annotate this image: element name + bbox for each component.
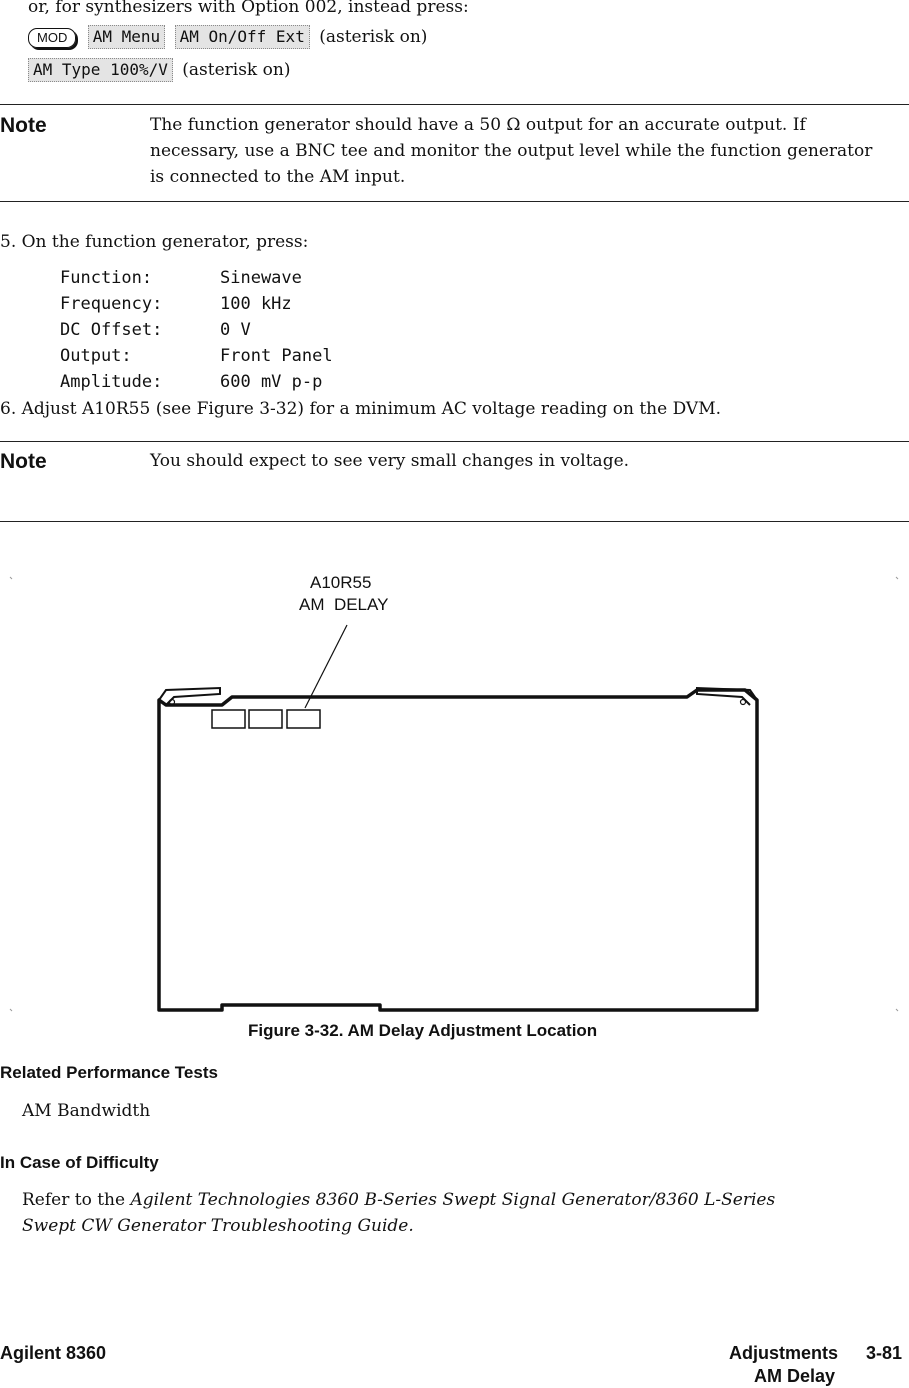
mod-hardkey: MOD	[28, 28, 76, 48]
setting-row: Frequency: 100 kHz	[60, 294, 292, 314]
am-type-softkey: AM Type 100%/V	[28, 58, 173, 82]
note-text: You should expect to see very small changes in voltage.	[150, 451, 630, 471]
related-tests-heading: Related Performance Tests	[0, 1063, 218, 1082]
am-menu-softkey: AM Menu	[88, 25, 165, 49]
footer-subsection: AM Delay	[754, 1366, 836, 1386]
board-diagram	[0, 560, 909, 1020]
note-text: The function generator should have a 50 Ω output for an accurate output. If necessary, use a BNC tee and monitor the output level while the function generator is connected to the AM input.	[150, 115, 873, 187]
footer-product: Agilent 8360	[0, 1343, 107, 1363]
setting-row: Function: Sinewave	[60, 268, 302, 288]
callout-a10r55: A10R55	[310, 573, 372, 592]
related-test-item: AM Bandwidth	[22, 1101, 151, 1121]
asterisk-note: (asterisk on)	[182, 60, 291, 80]
callout-am-delay: AM DELAY	[299, 595, 389, 614]
divider	[0, 201, 909, 202]
page-number: 3-81	[866, 1343, 903, 1363]
difficulty-text: Refer to the Agilent Technologies 8360 B-Series Swept Signal Generator/8360 L-Series	[22, 1190, 776, 1210]
divider	[0, 521, 909, 522]
component-box	[249, 710, 282, 728]
component-box	[212, 710, 245, 728]
setting-row: Output: Front Panel	[60, 346, 333, 366]
note-label: Note	[0, 450, 47, 473]
function-generator-settings	[60, 265, 333, 395]
divider	[0, 441, 909, 442]
difficulty-heading: In Case of Difficulty	[0, 1153, 159, 1172]
figure-caption: Figure 3-32. AM Delay Adjustment Location	[248, 1021, 598, 1040]
asterisk-note: (asterisk on)	[319, 27, 428, 47]
key-sequence-1	[28, 25, 427, 49]
setting-row: DC Offset: 0 V	[60, 320, 251, 340]
footer-section: Adjustments	[729, 1343, 839, 1363]
guide-title: Agilent Technologies 8360 B-Series Swept Signal Generator/8360 L-Series	[130, 1190, 776, 1210]
step-6: 6. Adjust A10R55 (see Figure 3-32) for a minimum AC voltage reading on the DVM.	[0, 399, 722, 419]
guide-title-cont: Swept CW Generator Troubleshooting Guide.	[22, 1216, 414, 1236]
note-label: Note	[0, 114, 47, 137]
am-onoff-ext-softkey: AM On/Off Ext	[175, 25, 310, 49]
intro-line: or, for synthesizers with Option 002, instead press:	[28, 0, 469, 17]
key-sequence-2	[28, 58, 290, 82]
divider	[0, 104, 909, 105]
a10r55-adjustment	[287, 710, 320, 728]
setting-row: Amplitude: 600 mV p-p	[60, 372, 323, 392]
step-5: 5. On the function generator, press:	[0, 232, 309, 252]
